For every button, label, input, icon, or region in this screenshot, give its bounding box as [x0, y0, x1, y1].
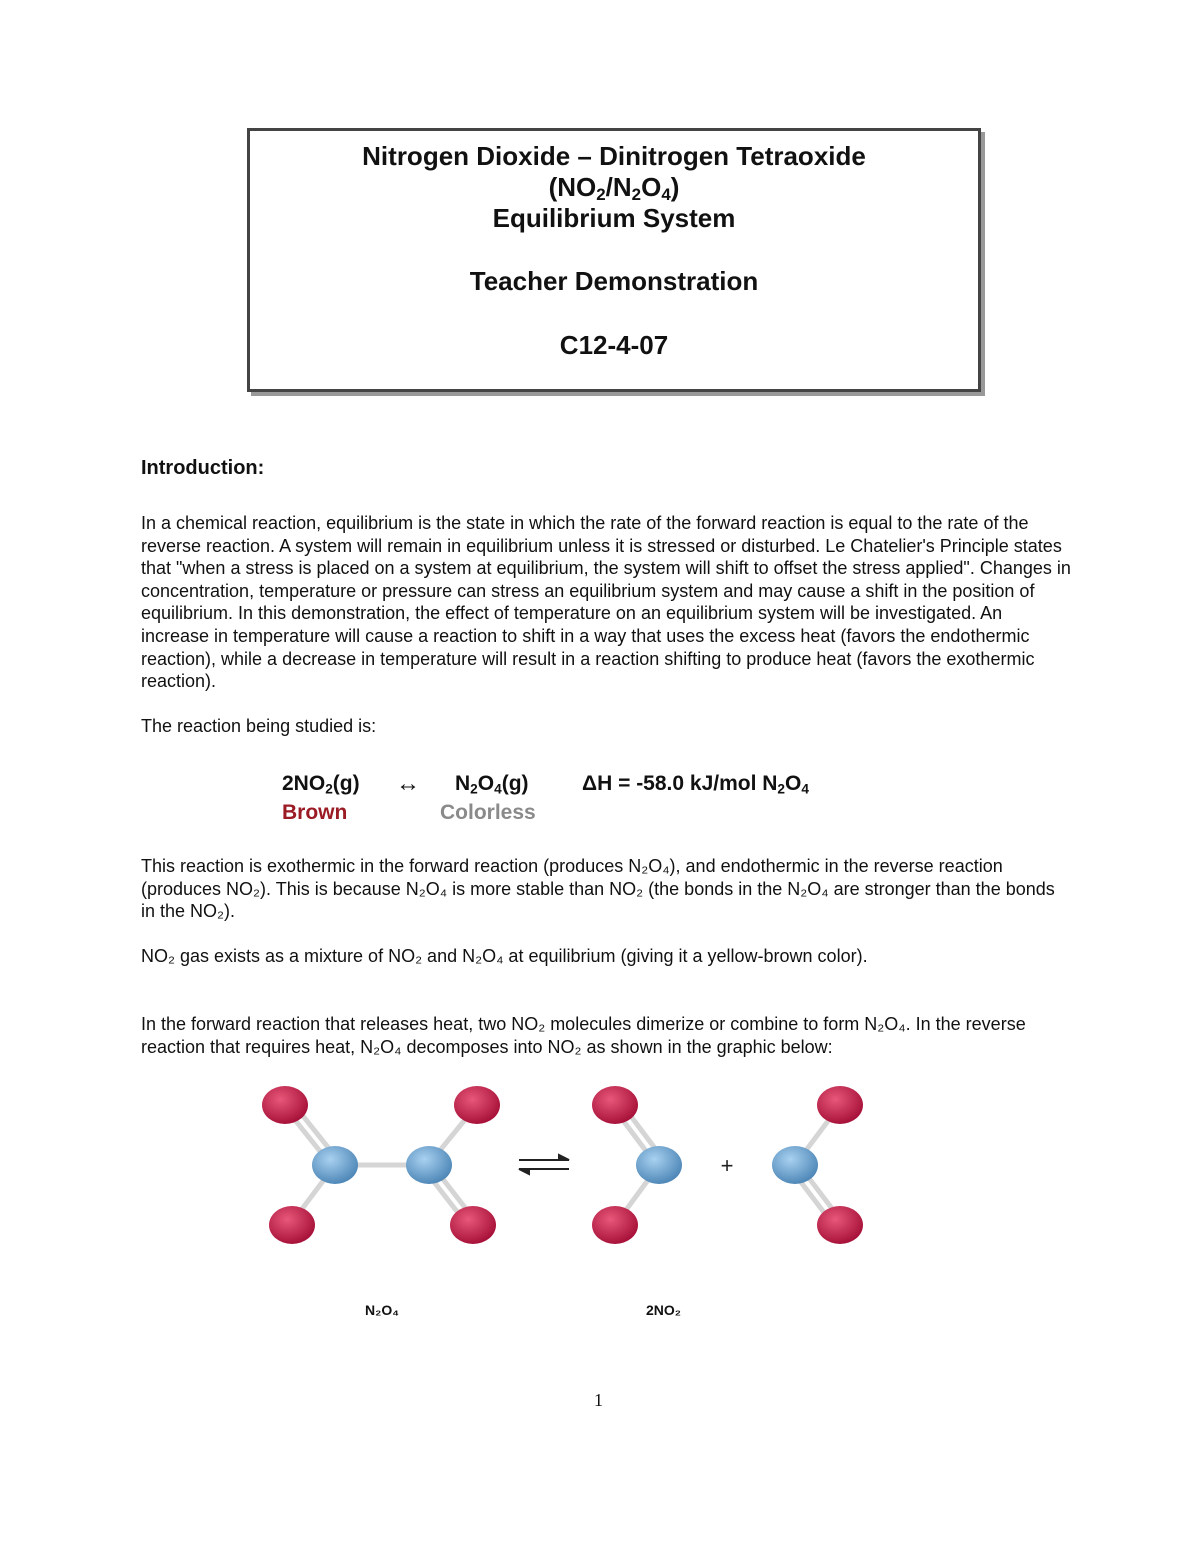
reaction-intro-text: The reaction being studied is: [141, 716, 377, 736]
plus-sign: + [720, 1153, 734, 1178]
oxygen-atom [592, 1206, 638, 1244]
oxygen-atom [450, 1206, 496, 1244]
label-n2o4: N₂O₄ [365, 1302, 399, 1318]
introduction-heading: Introduction: [141, 457, 265, 479]
nitrogen-atom [636, 1146, 682, 1184]
dimerize-paragraph: In the forward reaction that releases heat, two NO₂ molecules dimerize or combine to form N₂O₄. In the reverse reaction that requires heat, N₂O₄ decomposes into NO₂ as shown in the graphic below: [141, 1014, 1026, 1057]
title-line-3: Equilibrium System [492, 203, 736, 233]
mixture-paragraph: NO₂ gas exists as a mixture of NO₂ and N₂O₄ at equilibrium (giving it a yellow-brown color). [141, 946, 868, 966]
label-colorless: Colorless [440, 801, 536, 824]
title-box [247, 128, 981, 392]
molecule-graphic [255, 1075, 875, 1265]
label-2no2: 2NO₂ [646, 1302, 682, 1318]
title-line-1: Nitrogen Dioxide – Dinitrogen Tetraoxide [362, 141, 866, 171]
nitrogen-atom [772, 1146, 818, 1184]
title-line-2: $(NO_2/N_2O_4)$ [548, 172, 680, 205]
equation-reactant: $2NO_2(g)$ [282, 772, 360, 797]
intro-paragraph: In a chemical reaction, equilibrium is the state in which the rate of the forward reaction is equal to the rate of the reverse reaction. A system will remain in equilibrium unless it is stressed or disturbed. Le Chatelier's Principle states that "when a stress is placed on a system at equilibrium, the system will shift to offset the stress applied". Changes in concentration, temperature or pressure can stress an equilibrium system and may cause a shift in the position of equilibrium. In this demonstration, the effect of temperature on an equilibrium system will be investigated. An increase in temperature will cause a reaction to shift in a way that uses the excess heat (favors the endothermic reaction), while a decrease in temperature will result in a reaction shifting to produce heat (favors the exothermic reaction). [141, 513, 1071, 692]
n2o4-molecule [262, 1086, 500, 1244]
oxygen-atom [817, 1086, 863, 1124]
oxygen-atom [262, 1086, 308, 1124]
nitrogen-atom [406, 1146, 452, 1184]
oxygen-atom [592, 1086, 638, 1124]
enthalpy-value: ΔH = -58.0 kJ/mol $N_2O_4$ [582, 772, 809, 797]
equilibrium-arrow: ↔ [396, 770, 420, 797]
title-line-5: C12-4-07 [559, 330, 669, 360]
label-brown: Brown [282, 801, 348, 824]
equation-product: $N_2O_4(g)$ [455, 772, 529, 797]
nitrogen-atom [312, 1146, 358, 1184]
oxygen-atom [454, 1086, 500, 1124]
no2-molecule-left [592, 1086, 682, 1244]
oxygen-atom [817, 1206, 863, 1244]
oxygen-atom [269, 1206, 315, 1244]
page-number: 1 [594, 1390, 603, 1410]
exothermic-paragraph: This reaction is exothermic in the forward reaction (produces N₂O₄), and endothermic in the reverse reaction (produces NO₂). This is because N₂O₄ is more stable than NO₂ (the bonds in the N₂O₄ are stronger than the bonds in the NO₂). [141, 856, 1055, 922]
equilibrium-arrows-icon [519, 1155, 569, 1174]
title-line-4: Teacher Demonstration [469, 266, 759, 296]
no2-molecule-right [772, 1086, 863, 1244]
